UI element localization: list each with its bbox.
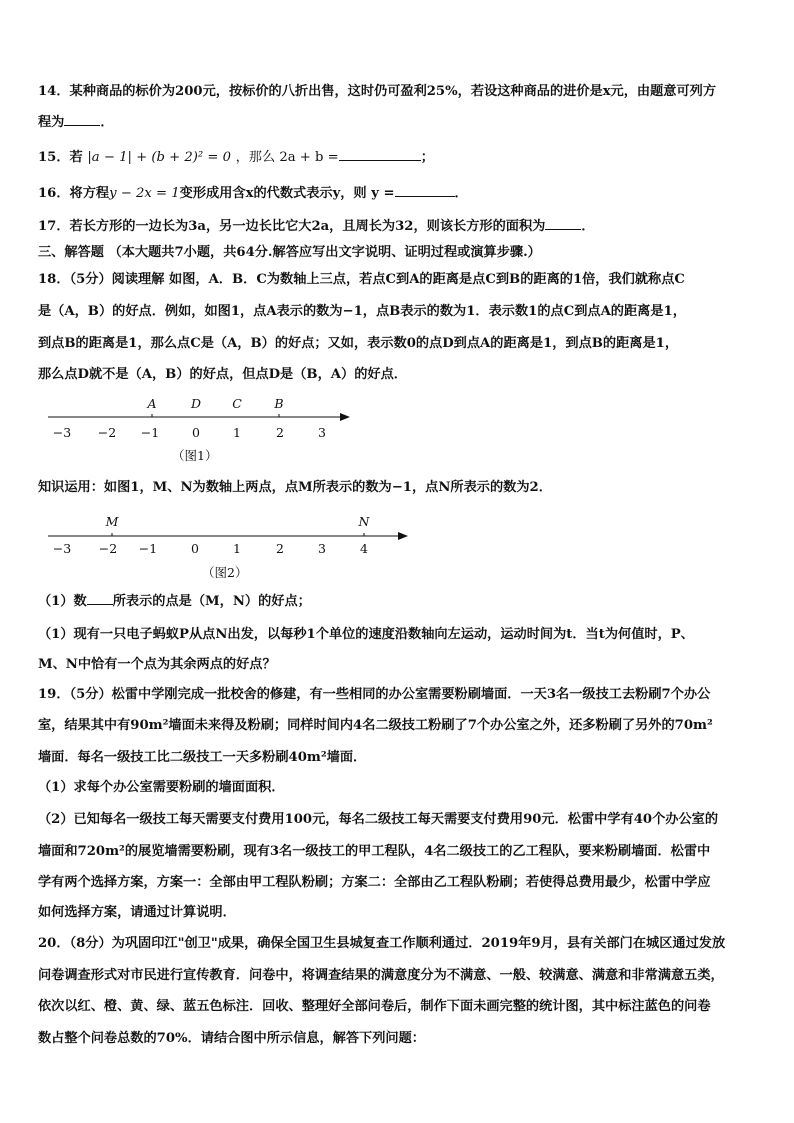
axis-arrow xyxy=(398,532,408,540)
q15-middle: ，那么 2a + b = xyxy=(235,150,339,165)
point-label-d: D xyxy=(190,396,202,411)
q15-answer-blank[interactable] xyxy=(339,149,421,161)
q20-line-2: 问卷调查形式对市民进行宣传教育．问卷中，将调查结果的满意度分为不满意、一般、较满意、满意和非常满意五类， xyxy=(38,968,724,983)
q18-line-4: 那么点D就不是（A，B）的好点，但点D是（B，A）的好点． xyxy=(38,367,407,382)
tick-label: 1 xyxy=(233,425,241,440)
q17-line xyxy=(38,218,595,236)
q16-suffix: ． xyxy=(454,186,468,201)
q14-line2 xyxy=(38,114,114,132)
q16-line xyxy=(38,185,468,203)
tick-label: −2 xyxy=(97,425,117,440)
point-label-b: B xyxy=(274,396,284,411)
section3-note: （本大题共7小题，共64分.解答应写出文字说明、证明过程或演算步骤.） xyxy=(108,245,541,260)
figure-2-caption: （图2） xyxy=(202,565,248,580)
number-line-figure-2 xyxy=(40,511,420,561)
section3-heading: 三、解答题 xyxy=(38,245,104,260)
q19-line-5: （2）已知每名一级技工每天需要支付费用100元，每名二级技工每天需要支付费用90元．松雷中学有40个办公室的 xyxy=(38,812,719,827)
q18-line-1: 18．（5分）阅读理解 如图，A．B．C为数轴上三点，若点C到A的距离是点C到B的距离的1倍，我们就称点C xyxy=(38,272,685,287)
q20-line-4: 数占整个问卷总数的70%．请结合图中所示信息，解答下列问题： xyxy=(38,1031,425,1046)
q18-part2-line-1: （1）现有一只电子蚂蚁P从点N出发，以每秒1个单位的速度沿数轴向左运动，运动时间为t．当t为何值时，P、 xyxy=(38,627,694,642)
q18-line-3: 到点B的距离是1，那么点C是（A，B）的好点；又如，表示数0的点D到点A的距离是1，到点B的距离是1， xyxy=(38,336,679,351)
q14-line2-prefix: 程为 xyxy=(38,115,65,130)
q14-line2-suffix: ． xyxy=(100,115,114,130)
q18-part1-blank[interactable] xyxy=(87,593,113,605)
q18-part1 xyxy=(38,593,311,611)
q18-part1-prefix: （1）数 xyxy=(38,594,87,609)
point-label-a: A xyxy=(147,396,157,411)
tick-label: 1 xyxy=(233,541,241,556)
number-line-figure-1 xyxy=(40,394,360,444)
q19-line-6: 墙面和720m²的展览墙需要粉刷，现有3名一级技工的甲工程队，4名二级技工的乙工程队，要来粉刷墙面．松雷中 xyxy=(38,844,711,859)
q19-line-4: （1）求每个办公室需要粉刷的墙面面积． xyxy=(38,780,285,795)
axis-arrow xyxy=(340,413,350,421)
q15-suffix: ； xyxy=(420,150,434,165)
figure-1-caption: （图1） xyxy=(172,448,218,463)
q17-text: 17．若长方形的一边长为3a，另一边长比它大2a，且周长为32，则该长方形的面积为 xyxy=(38,219,546,234)
q18-part2-line-2: M、N中恰有一个点为其余两点的好点？ xyxy=(38,657,276,672)
q17-answer-blank[interactable] xyxy=(545,218,581,230)
q18-line-2: 是（A，B）的好点．例如，如图1，点A表示的数为−1，点B表示的数为1．表示数1的点C到点A的距离是1， xyxy=(38,304,686,319)
q14-answer-blank[interactable] xyxy=(64,114,100,126)
q16-equation: y − 2x = 1 xyxy=(109,186,180,201)
tick-label: 4 xyxy=(360,541,368,556)
q19-line-3: 墙面．每名一级技工比二级技工一天多粉刷40m²墙面． xyxy=(38,750,367,765)
tick-label: 3 xyxy=(318,425,326,440)
q15-line xyxy=(38,149,434,167)
point-label-m: M xyxy=(105,514,119,529)
tick-label: 2 xyxy=(276,425,284,440)
section3-heading-line xyxy=(38,244,541,262)
q16-answer-blank[interactable] xyxy=(395,185,455,197)
tick-label: 0 xyxy=(192,425,200,440)
tick-label: −3 xyxy=(52,425,72,440)
q14-line1: 14．某种商品的标价为200元，按标价的八折出售，这时仍可盈利25%，若设这种商品的进价是x元，由题意可列方 xyxy=(38,84,717,99)
tick-label: −1 xyxy=(140,425,160,440)
q19-line-8: 如何选择方案，请通过计算说明． xyxy=(38,905,236,920)
q15-expression: |a − 1| + (b + 2)² = 0 xyxy=(87,150,231,165)
tick-label: −2 xyxy=(98,541,118,556)
q19-line-1: 19．（5分）松雷中学刚完成一批校舍的修建，有一些相同的办公室需要粉刷墙面．一天3名一级技工去粉刷7个办公 xyxy=(38,687,711,702)
q15-prefix: 15．若 xyxy=(38,150,83,165)
tick-label: 0 xyxy=(191,541,199,556)
q19-line-2: 室，结果其中有90m²墙面未来得及粉刷；同样时间内4名二级技工粉刷了7个办公室之外，还多粉刷了另外的70m² xyxy=(38,718,713,733)
q18-part1-suffix: 所表示的点是（M，N）的好点； xyxy=(112,594,311,609)
point-label-c: C xyxy=(232,396,242,411)
tick-label: −3 xyxy=(52,541,72,556)
tick-label: 2 xyxy=(276,541,284,556)
q17-suffix: ． xyxy=(581,219,595,234)
tick-label: 3 xyxy=(318,541,326,556)
q18-knowledge: 知识运用：如图1，M、N为数轴上两点，点M所表示的数为−1，点N所表示的数为2． xyxy=(38,480,552,495)
q20-line-3: 依次以红、橙、黄、绿、蓝五色标注．回收、整理好全部问卷后，制作下面未画完整的统计图，其中标注蓝色的问卷 xyxy=(38,999,711,1014)
q16-middle: 变形成用含x的代数式表示y，则 y = xyxy=(179,186,395,201)
q19-line-7: 学有两个选择方案，方案一：全部由甲工程队粉刷；方案二：全部由乙工程队粉刷；若使得总费用最少，松雷中学应 xyxy=(38,875,711,890)
point-label-n: N xyxy=(358,514,370,529)
tick-label: −1 xyxy=(138,541,158,556)
q16-prefix: 16．将方程 xyxy=(38,186,110,201)
q20-line-1: 20．（8分）为巩固印江"创卫"成果，确保全国卫生县城复查工作顺利通过．2019年9月，县有关部门在城区通过发放 xyxy=(38,936,726,951)
